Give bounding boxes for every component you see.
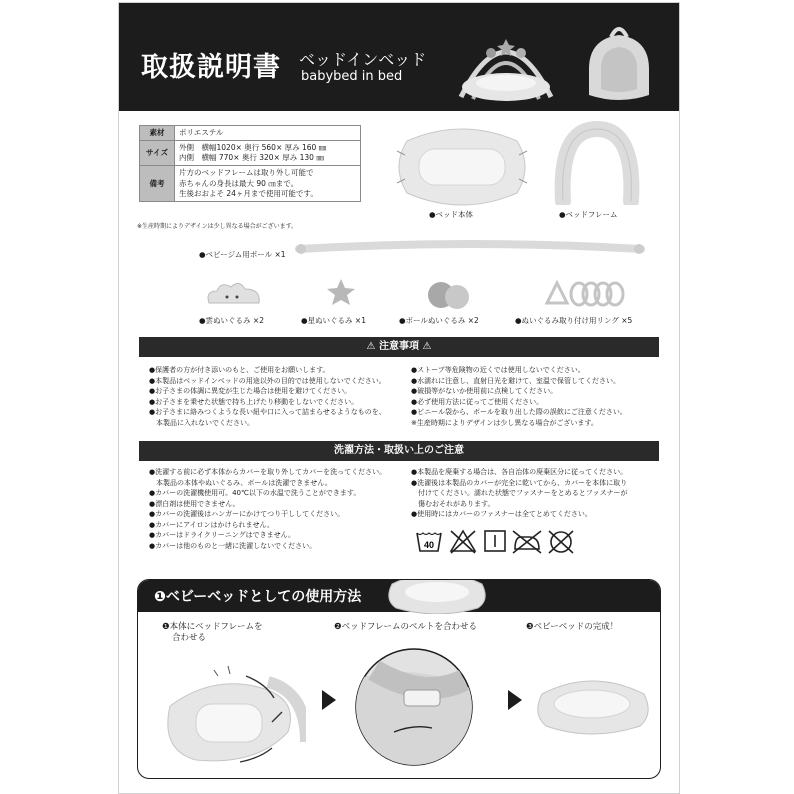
caution-list-left (149, 365, 386, 428)
list-item: ●必ず使用方法に従ってご使用ください。 (411, 397, 544, 406)
star-toy-image (325, 277, 357, 309)
no-dryclean-icon (549, 531, 573, 553)
header-banner (119, 3, 679, 111)
bed-frame-image (549, 121, 645, 205)
usage-hero-image (382, 579, 492, 614)
caution-heading: ⚠ 注意事項 ⚠ (139, 337, 659, 357)
caption-bed-body: ●ベッド本体 (429, 210, 474, 219)
spec-value: 片方のベッドフレームは取り外し可能で 赤ちゃんの身長は最大 90 ㎝まで。 生後おおよそ 24ヶ月まで使用可能です。 (175, 166, 361, 201)
step-1-image (156, 662, 306, 772)
spec-row-remarks (140, 166, 361, 201)
list-item: 本製品の本体やぬいぐるみ、ボールは洗濯できません。 (149, 478, 332, 487)
care-symbols (415, 527, 575, 555)
product-name-en: babybed in bed (301, 69, 403, 84)
caption-ball-toy: ●ボールぬいぐるみ ×2 (399, 316, 479, 325)
list-item: ●水濡れに注意し、直射日光を避けて、室温で保管してください。 (411, 376, 620, 385)
caution-list-right (411, 365, 627, 428)
page-title: 取扱説明書 (141, 52, 281, 83)
arrow-right-icon (322, 690, 336, 710)
rings-image (545, 279, 625, 309)
washing-heading: 洗濯方法・取扱い上のご注意 (139, 441, 659, 461)
washing-list-left (149, 467, 386, 551)
list-item: ●漂白剤は使用できません。 (149, 499, 240, 508)
warning-icon: ⚠ (419, 341, 432, 352)
step-3-image (532, 664, 654, 740)
list-item: ●破損等がないか使用前に点検してください。 (411, 387, 558, 395)
spec-value: 外側 横幅1020× 奥行 560× 厚み 160 ㎜ 内側 横幅 770× 奥行 320× 厚み 130 ㎜ (175, 141, 361, 166)
line-dry-icon (485, 531, 505, 551)
spec-value: ポリエステル (175, 126, 361, 141)
no-bleach-icon (451, 531, 475, 553)
list-item: ※生産時期によりデザインは少し異なる場合がございます。 (411, 418, 598, 427)
bed-body-image (387, 121, 537, 213)
list-item: ●保護者の方が付き添いのもと、ご使用をお願いします。 (149, 366, 330, 374)
list-item: 本製品に入れないでください。 (149, 418, 254, 427)
list-item: ●お子さまに絡みつくような長い紐や口に入って詰まらせるようなものを、 (149, 408, 386, 416)
spec-key: 素材 (140, 126, 175, 141)
caption-cloud-toy: ●雲ぬいぐるみ ×2 (199, 316, 264, 325)
list-item: ●カバーはドライクリーニングはできません。 (149, 531, 296, 539)
step-3-label: ❸ベビーベッドの完成！ (526, 622, 619, 632)
spec-note: ※生産時期によりデザインは少し異なる場合がございます。 (137, 223, 298, 230)
warning-icon: ⚠ (366, 341, 379, 352)
list-item: ●カバーの洗濯機使用可。40℃以下の水温で洗うことができます。 (149, 489, 361, 497)
spec-row-material (140, 126, 361, 141)
list-item: ●カバーは他のものと一緒に洗濯しないでください。 (149, 541, 317, 550)
product-photo-folded (581, 19, 657, 105)
list-item: ●本製品を廃棄する場合は、各自治体の廃棄区分に従ってください。 (411, 468, 628, 476)
washing-list-right (411, 467, 627, 520)
caption-gym-poles: ●ベビージム用ポール ×1 (199, 250, 286, 259)
instruction-sheet (118, 2, 680, 794)
list-item: ●カバーにアイロンはかけられません。 (149, 520, 274, 529)
list-item: ●お子さまを乗せた状態で持ち上げたり移動をしないでください。 (149, 397, 359, 406)
list-item: ●使用時にはカバーのファスナーは全てとめてください。 (411, 510, 592, 518)
wash-40-icon (417, 533, 441, 551)
spec-table (139, 125, 361, 202)
product-name: ベッドインベッド (299, 50, 427, 69)
list-item: 傷むおそれがあります。 (411, 499, 495, 508)
list-item: ●洗濯する前に必ず本体からカバーを取り外してカバーを洗ってください。 (149, 468, 387, 476)
list-item: 付けてください。濡れた状態でファスナーをとめるとファスナーが (411, 489, 628, 497)
spec-key: サイズ (140, 141, 175, 166)
list-item: ●本製品はベッドインベッドの用途以外の目的では使用しないでください。 (149, 376, 386, 385)
list-item: ●ストーブ等危険物の近くでは使用しないでください。 (411, 366, 585, 374)
usage-title: ❶ベビーベッドとしての使用方法 (154, 589, 362, 605)
list-item: ●ビニール袋から、ボールを取り出した際の誤飲にご注意ください。 (411, 408, 627, 416)
arrow-right-icon (508, 690, 522, 710)
caption-bed-frame: ●ベッドフレーム (559, 210, 618, 219)
list-item: ●カバーの洗濯後はハンガーにかけてつり干ししてください。 (149, 510, 345, 518)
step-2-image (354, 640, 474, 774)
no-iron-icon (513, 531, 541, 553)
ball-toy-image (425, 277, 473, 311)
usage-section (137, 579, 661, 779)
cloud-toy-image (203, 279, 265, 309)
step-2-label: ❷ベッドフレームのベルトを合わせる (334, 622, 478, 632)
wash-temp-label: 40 (423, 540, 435, 550)
list-item: ●洗濯後は本製品のカバーが完全に乾いてから、カバーを本体に取り (411, 478, 628, 487)
caption-star-toy: ●星ぬいぐるみ ×1 (301, 316, 366, 325)
list-item: ●お子さまの体調に異変が生じた場合は使用を避けてください。 (149, 387, 352, 395)
spec-row-size (140, 141, 361, 166)
product-photo-gym (451, 17, 561, 107)
step-1-label: ❶本体にベッドフレームを 合わせる (162, 622, 263, 643)
spec-key: 備考 (140, 166, 175, 201)
caption-rings: ●ぬいぐるみ取り付け用リング ×5 (515, 316, 633, 325)
gym-poles-image (295, 235, 645, 261)
